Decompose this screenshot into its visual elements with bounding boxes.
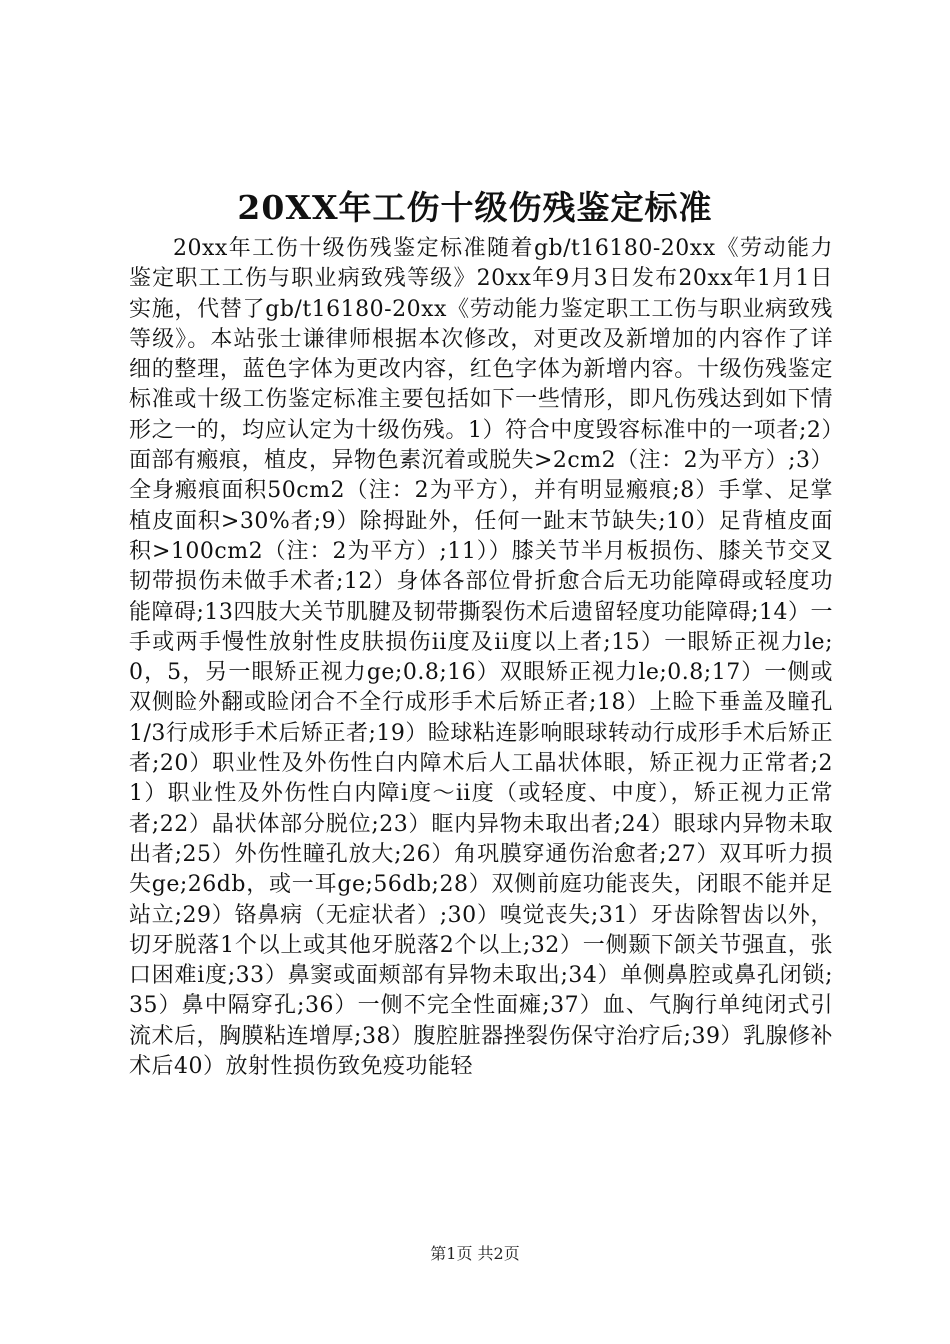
document-body-text: 20xx年工伤十级伤残鉴定标准随着gb/t16180-20xx《劳动能力鉴定职工工伤与职业病致残等级》20xx年9月3日发布20xx年1月1日实施，代替了gb/t16180-20xx《劳动能力鉴定职工工伤与职业病致残等级》。本站张士谦律师根据本次修改，对更改及新增加的内容作了详细的整理，蓝色字体为更改内容，红色字体为新增内容。十级伤残鉴定标准或十级工伤鉴定标准主要包括如下一些情形，即凡伤残达到如下情形之一的，均应认定为十级伤残。1）符合中度毁容标准中的一项者;2）面部有瘢痕，植皮，异物色素沉着或脱失>2cm2（注：2为平方）;3）全身瘢痕面积50cm2（注：2为平方），并有明显瘢痕;8）手掌、足掌植皮面积>30%者;9）除拇趾外，任何一趾末节缺失;10）足背植皮面积>100cm2（注：2为平方）;11））膝关节半月板损伤、膝关节交叉韧带损伤未做手术者;12）身体各部位骨折愈合后无功能障碍或轻度功能障碍;13四肢大关节肌腱及韧带撕裂伤术后遗留轻度功能障碍;14）一手或两手慢性放射性皮肤损伤ii度及ii度以上者;15）一眼矫正视力le;0，5，另一眼矫正视力ge;0.8;16）双眼矫正视力le;0.8;17）一侧或双侧睑外翻或睑闭合不全行成形手术后矫正者;18）上睑下垂盖及瞳孔1/3行成形手术后矫正者;19）睑球粘连影响眼球转动行成形手术后矫正者;20）职业性及外伤性白内障术后人工晶状体眼，矫正视力正常者;21）职业性及外伤性白内障i度～ii度（或轻度、中度），矫正视力正常者;22）晶状体部分脱位;23）眶内异物未取出者;24）眼球内异物未取出者;25）外伤性瞳孔放大;26）角巩膜穿通伤治愈者;27）双耳听力损失ge;26db，或一耳ge;56db;28）双侧前庭功能丧失，闭眼不能并足站立;29）铬鼻病（无症状者）;30）嗅觉丧失;31）牙齿除智齿以外，切牙脱落1个以上或其他牙脱落2个以上;32）一侧颞下颌关节强直，张口困难i度;33）鼻窦或面颊部有异物未取出;34）单侧鼻腔或鼻孔闭锁;35）鼻中隔穿孔;36）一侧不完全性面瘫;37）血、气胸行单纯闭式引流术后，胸膜粘连增厚;38）腹腔脏器挫裂伤保守治疗后;39）乳腺修补术后40）放射性损伤致免疫功能轻 <box>129 236 834 1080</box>
document-title: 20XX年工伤十级伤残鉴定标准 <box>237 188 713 227</box>
page-number-footer: 第1页 共2页 <box>430 1244 520 1263</box>
